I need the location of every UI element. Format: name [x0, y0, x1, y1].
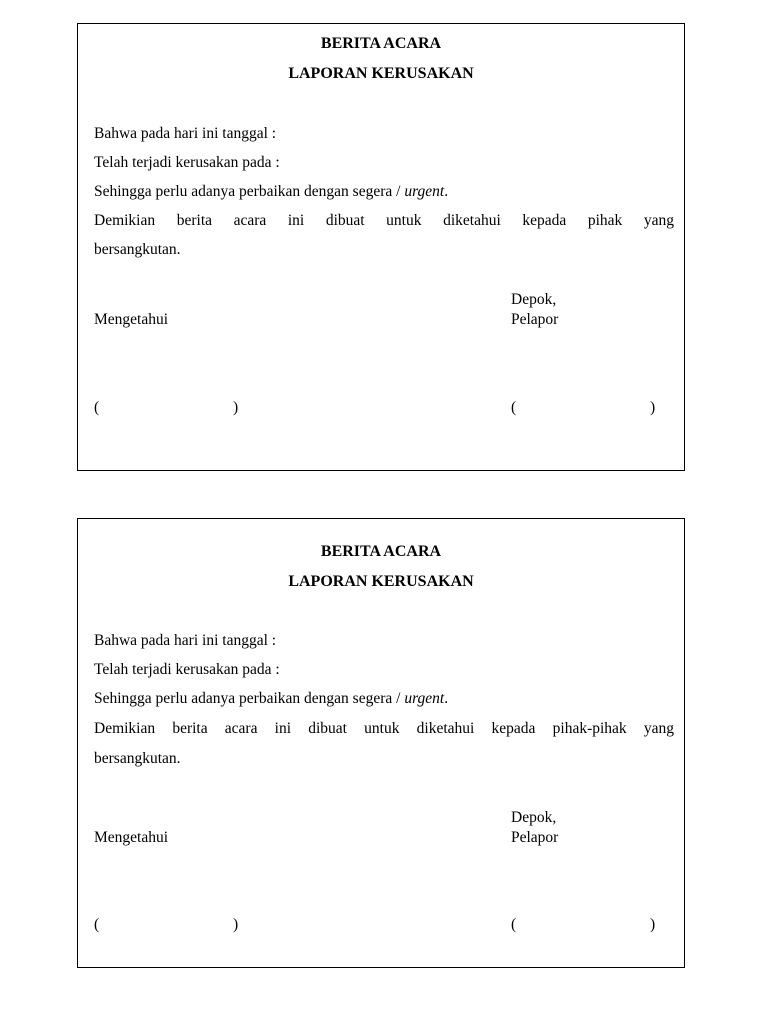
reporter-label: Pelapor [511, 829, 559, 846]
date-line: Bahwa pada hari ini tanggal : [94, 125, 277, 142]
acknowledged-signature-close: ) [233, 399, 239, 416]
repair-line-text: Sehingga perlu adanya perbaikan dengan segera / [94, 183, 405, 200]
repair-line [94, 689, 448, 709]
form-subtitle: LAPORAN KERUSAKAN [288, 573, 474, 590]
urgent-text: urgent [404, 183, 445, 200]
closing-line-continued: bersangkutan. [94, 750, 181, 767]
repair-line-period: . [444, 690, 449, 707]
damage-line: Telah terjadi kerusakan pada : [94, 154, 280, 171]
urgent-text: urgent [404, 690, 445, 707]
form-title: BERITA ACARA [320, 35, 442, 52]
acknowledged-label: Mengetahui [94, 311, 169, 328]
reporter-signature-close: ) [650, 399, 656, 416]
damage-report-form-1 [77, 23, 685, 471]
repair-line-period: . [444, 183, 449, 200]
place-label: Depok, [511, 291, 557, 308]
repair-line-text: Sehingga perlu adanya perbaikan dengan segera / [94, 690, 405, 707]
acknowledged-label: Mengetahui [94, 829, 169, 846]
acknowledged-signature-open: ( [94, 399, 100, 416]
repair-line [94, 182, 448, 202]
reporter-signature-close: ) [650, 916, 656, 933]
date-line: Bahwa pada hari ini tanggal : [94, 632, 277, 649]
place-label: Depok, [511, 809, 557, 826]
form-subtitle: LAPORAN KERUSAKAN [288, 65, 474, 82]
damage-report-form-2 [77, 518, 685, 968]
form-title: BERITA ACARA [320, 543, 442, 560]
reporter-signature-open: ( [511, 916, 517, 933]
damage-line: Telah terjadi kerusakan pada : [94, 661, 280, 678]
closing-line-continued: bersangkutan. [94, 241, 181, 258]
acknowledged-signature-open: ( [94, 916, 100, 933]
reporter-signature-open: ( [511, 399, 517, 416]
closing-line: Demikian berita acara ini dibuat untuk diketahui kepada pihak yang [94, 212, 674, 229]
closing-line: Demikian berita acara ini dibuat untuk diketahui kepada pihak-pihak yang [94, 720, 674, 737]
acknowledged-signature-close: ) [233, 916, 239, 933]
reporter-label: Pelapor [511, 311, 559, 328]
